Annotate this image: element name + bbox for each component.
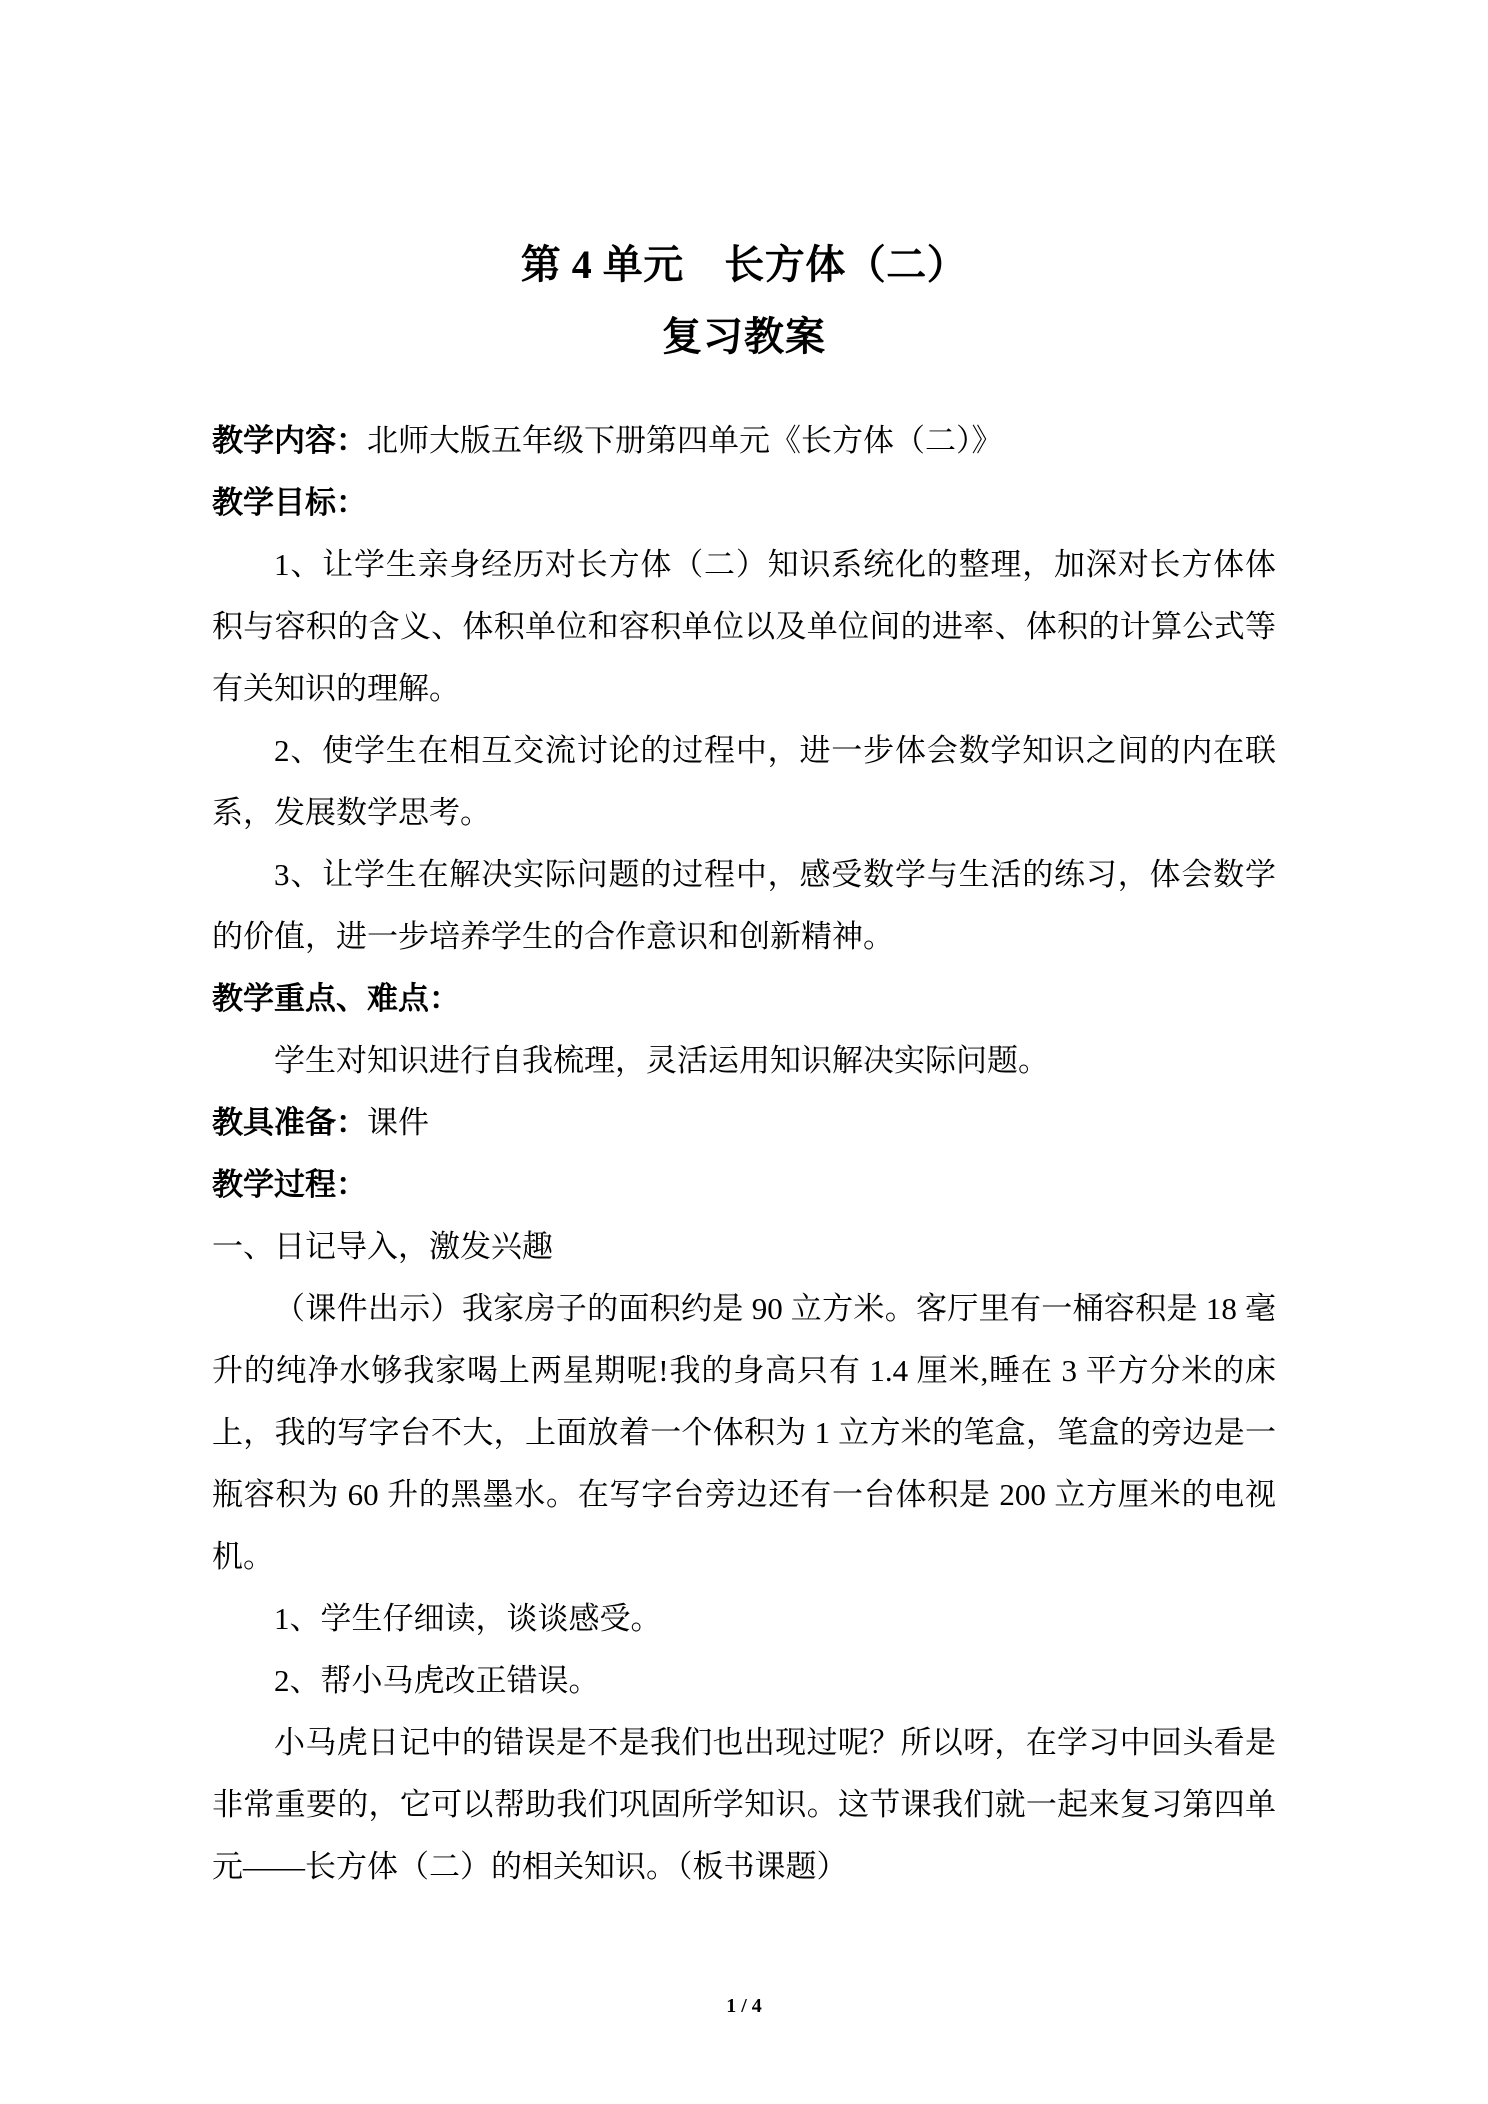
- teaching-content-text: 北师大版五年级下册第四单元《长方体（二）》: [367, 423, 1003, 458]
- teaching-aids-text: 课件: [367, 1105, 429, 1140]
- page-subtitle: 复习教案: [662, 314, 826, 359]
- page-title: 第 4 单元 长方体（二）: [520, 242, 968, 287]
- teaching-content-label: 教学内容：: [212, 423, 367, 458]
- teaching-objectives-label: 教学目标：: [212, 485, 367, 520]
- objective-item-1: 1、让学生亲身经历对长方体（二）知识系统化的整理，加深对长方体体积与容积的含义、体积单位和容积单位以及单位间的进率、体积的计算公式等有关知识的理解。: [212, 547, 1276, 706]
- document-body: [212, 0, 1276, 1898]
- closing-paragraph: 小马虎日记中的错误是不是我们也出现过呢？所以呀，在学习中回头看是非常重要的，它可以帮助我们巩固所学知识。这节课我们就一起来复习第四单元——长方体（二）的相关知识。（板书课题）: [212, 1725, 1276, 1884]
- teaching-process-label: 教学过程：: [212, 1167, 367, 1202]
- objective-item-2: 2、使学生在相互交流讨论的过程中，进一步体会数学知识之间的内在联系，发展数学思考。: [212, 733, 1276, 830]
- spacer: [212, 362, 1276, 410]
- teaching-aids-line: [212, 1092, 1276, 1154]
- objective-item-3: 3、让学生在解决实际问题的过程中，感受数学与生活的练习，体会数学的价值，进一步培养学生的合作意识和创新精神。: [212, 857, 1276, 954]
- diary-paragraph: （课件出示）我家房子的面积约是 90 立方米。客厅里有一桶容积是 18 毫升的纯净水够我家喝上两星期呢!我的身高只有 1.4 厘米,睡在 3 平方分米的床上，我的写字台不大，上面放着一个体积为 1 立方米的笔盒，笔盒的旁边是一瓶容积为 60 升的黑墨水。在写字台旁边还有一台体积是 200 立方厘米的电视机。: [212, 1291, 1276, 1574]
- teaching-focus-label: 教学重点、难点：: [212, 981, 460, 1016]
- teaching-focus-text: 学生对知识进行自我梳理，灵活运用知识解决实际问题。: [274, 1043, 1049, 1078]
- teaching-aids-label: 教具准备：: [212, 1105, 367, 1140]
- teaching-content-line: [212, 410, 1276, 472]
- task-item-1: 1、学生仔细读，谈谈感受。: [274, 1601, 662, 1636]
- page-number-footer: 1 / 4: [726, 1995, 762, 2017]
- task-item-2: 2、帮小马虎改正错误。: [274, 1663, 600, 1698]
- step-one-heading: 一、日记导入，激发兴趣: [212, 1229, 553, 1264]
